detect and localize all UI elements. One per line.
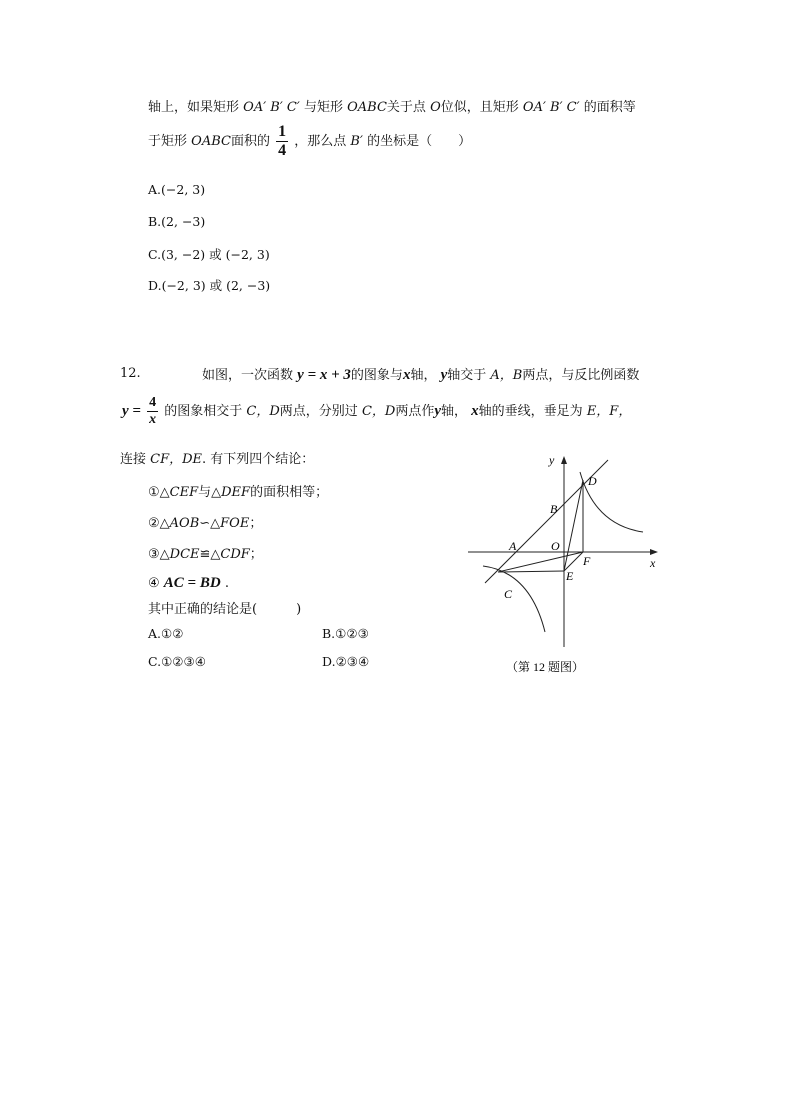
conclusion-text: 与△ (198, 485, 222, 500)
triangle-name: FOE (220, 516, 250, 531)
conclusion-2 (148, 512, 262, 531)
label-y: y (549, 453, 555, 467)
q12-number: 12. (120, 366, 141, 381)
conclusion-1 (148, 481, 328, 500)
q11-text: 与矩形 (303, 100, 343, 115)
q11-option-c (148, 245, 270, 263)
q12-line2 (122, 396, 631, 427)
point-name: B′ (350, 134, 363, 149)
x-axis-arrow (650, 549, 658, 555)
q11-text: 面积的 (230, 134, 270, 149)
conclusion-mark: ③△ (148, 547, 170, 562)
label-o: O (551, 539, 560, 553)
axis-name: x (471, 403, 479, 419)
option-label: D. (322, 654, 336, 669)
label-b: B (550, 502, 558, 516)
conclusion-3 (148, 543, 263, 562)
conclusion-mark: ①△ (148, 485, 170, 500)
rect-name: OABC (191, 134, 231, 149)
option-text: ②③④ (335, 654, 370, 669)
option-label: A. (148, 182, 162, 197)
axis-name: x (402, 367, 411, 383)
q11-option-a (148, 182, 205, 197)
q11-text: 于矩形 (148, 134, 188, 149)
option-label: D. (148, 278, 162, 293)
conclusion-text: 的面积相等； (250, 485, 329, 500)
option-text: (2, −3) (161, 214, 206, 229)
q11-option-d (148, 276, 270, 294)
option-label: C. (148, 654, 162, 669)
q11-text: 关于点 (386, 100, 426, 115)
q12-line3 (120, 448, 314, 467)
rect-name: OABC (347, 100, 387, 115)
fraction-numerator: 1 (278, 123, 287, 140)
segment-de (564, 480, 583, 571)
q11-line2 (148, 124, 471, 159)
inverse-function-lhs: y = (122, 403, 141, 419)
fraction-denominator: 4 (278, 142, 287, 159)
conclusion-text: ≌△ (199, 547, 221, 562)
option-text: (−2, 3) (161, 182, 206, 197)
q11-text: 的坐标是（ ） (367, 134, 472, 149)
option-text: ①② (161, 626, 184, 641)
conclusion-4 (148, 575, 229, 592)
q12-option-c (148, 654, 206, 669)
label-f: F (583, 554, 591, 568)
q12-text: 两点，与反比例函数 (522, 368, 640, 383)
rect-name: OA′ B′ C′ (243, 100, 300, 115)
conclusion-text: ； (249, 516, 263, 531)
option-text: (−2, 3) 或 (2, −3) (161, 278, 271, 293)
q12-text: 连接 (120, 452, 147, 467)
q12-figure (450, 450, 670, 675)
conclusion-text: ； (249, 547, 263, 562)
q12-text: 两点，分别过 (279, 404, 358, 419)
option-text: ①②③④ (161, 654, 206, 669)
q11-option-b (148, 214, 205, 229)
q12-text: 的图象相交于 (164, 404, 243, 419)
q12-option-b (322, 626, 369, 641)
linear-function: y = x + 3 (297, 367, 351, 383)
q12-text: 轴的垂线，垂足为 (478, 404, 583, 419)
q12-text: 轴交于 (447, 368, 487, 383)
label-a: A (509, 539, 517, 553)
option-label: B. (322, 626, 336, 641)
triangle-name: CDF (220, 547, 250, 562)
point-names: E，F， (586, 404, 632, 419)
conclusion-mark: ②△ (148, 516, 170, 531)
q12-ask: 其中正确的结论是( ) (148, 602, 302, 617)
point-names: A，B (490, 368, 523, 383)
q12-text: 轴， (410, 368, 437, 383)
q12-line1 (202, 364, 639, 384)
equation: AC = BD (163, 575, 221, 591)
fraction-four-over-x (147, 396, 158, 427)
triangle-name: AOB (169, 516, 200, 531)
fraction-denominator: x (149, 412, 157, 427)
q11-text: 轴上，如果矩形 (148, 100, 240, 115)
option-text: ①②③ (335, 626, 369, 641)
point-names: C，D (246, 404, 280, 419)
label-c: C (504, 587, 513, 601)
option-label: A. (148, 626, 162, 641)
conclusion-text: . (220, 576, 229, 591)
q12-text: 如图，一次函数 (202, 368, 294, 383)
axis-name: y (440, 367, 448, 383)
q11-text: 的面积等 (583, 100, 636, 115)
y-axis-arrow (561, 456, 567, 464)
conclusion-mark: ④ (148, 576, 164, 591)
segment-ce (498, 571, 564, 572)
q11-line1 (148, 96, 636, 115)
q12-text: 轴， (441, 404, 468, 419)
option-text: (3, −2) 或 (−2, 3) (161, 247, 270, 262)
q12-text: 两点作 (395, 404, 435, 419)
label-x: x (650, 556, 656, 570)
segment-names: CF，DE (150, 452, 203, 467)
q12-option-a (148, 626, 183, 641)
triangle-name: DEF (221, 485, 251, 500)
conclusion-text: ∽△ (199, 516, 221, 531)
q12-text: . 有下列四个结论： (202, 452, 315, 467)
q11-text: ，那么点 (294, 134, 347, 149)
option-label: B. (148, 214, 162, 229)
fraction-one-quarter (276, 124, 288, 159)
q11-text: 位似，且矩形 (440, 100, 519, 115)
axis-name: y (434, 403, 441, 419)
triangle-name: DCE (169, 547, 200, 562)
figure-caption: （第 12 题图） (506, 660, 585, 674)
q12-text: 的图象与 (350, 368, 403, 383)
rect-name: OA′ B′ C′ (522, 100, 580, 115)
point-name: O (430, 100, 441, 115)
q12-option-d (322, 654, 369, 669)
fraction-numerator: 4 (149, 395, 157, 410)
label-d: D (588, 474, 597, 488)
triangle-name: CEF (169, 485, 199, 500)
option-label: C. (148, 247, 162, 262)
label-e: E (566, 569, 574, 583)
point-names: C，D (361, 404, 396, 419)
